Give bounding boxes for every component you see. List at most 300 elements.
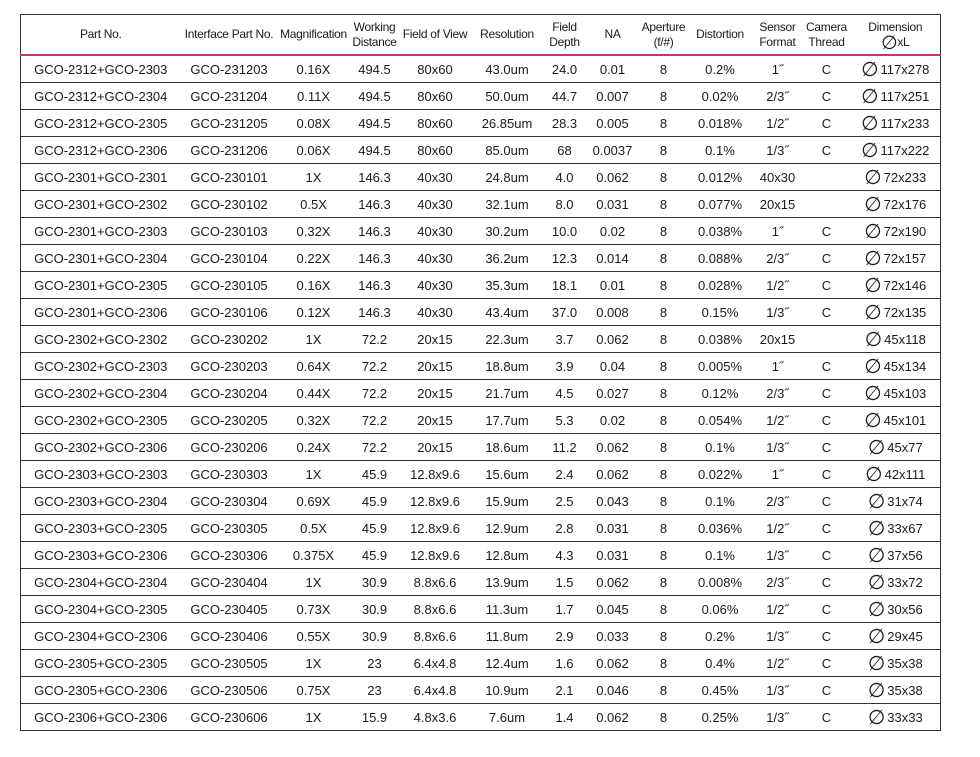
cell-part-no: GCO-2302+GCO-2302 [21, 326, 181, 353]
cell-field-of-view: 12.8x9.6 [400, 515, 471, 542]
cell-resolution: 36.2um [471, 245, 544, 272]
cell-interface-part-no: GCO-230104 [181, 245, 278, 272]
cell-aperture: 8 [640, 515, 688, 542]
cell-interface-part-no: GCO-230101 [181, 164, 278, 191]
cell-field-depth: 18.1 [544, 272, 586, 299]
cell-field-of-view: 6.4x4.8 [400, 650, 471, 677]
table-row [21, 623, 941, 650]
cell-dimension [851, 164, 941, 191]
cell-field-of-view: 40x30 [400, 299, 471, 326]
cell-distortion: 0.1% [688, 434, 753, 461]
cell-field-of-view: 20x15 [400, 326, 471, 353]
table-row [21, 191, 941, 218]
cell-field-depth: 2.1 [544, 677, 586, 704]
cell-na: 0.02 [586, 407, 640, 434]
cell-magnification: 1X [305, 709, 322, 725]
cell-na: 0.062 [586, 461, 640, 488]
cell-sensor-format: 1˝ [753, 55, 803, 83]
cell-distortion: 0.088% [688, 245, 753, 272]
dimension-value: 29x45 [887, 628, 923, 644]
cell-camera-thread: C [803, 569, 851, 596]
cell-na: 0.062 [586, 650, 640, 677]
dimension-value: 37x56 [887, 547, 923, 563]
cell-aperture: 8 [640, 191, 688, 218]
cell-interface-part-no: GCO-230505 [181, 650, 278, 677]
dimension-value: 35x38 [887, 682, 923, 698]
cell-aperture: 8 [640, 677, 688, 704]
cell-field-of-view: 20x15 [400, 380, 471, 407]
cell-na: 0.031 [586, 515, 640, 542]
cell-resolution: 18.6um [471, 434, 544, 461]
cell-distortion: 0.022% [688, 461, 753, 488]
cell-distortion: 0.25% [701, 709, 739, 725]
cell-distortion: 0.2% [688, 623, 753, 650]
cell-field-of-view: 40x30 [400, 218, 471, 245]
cell-interface-part-no: GCO-230205 [181, 407, 278, 434]
cell-camera-thread [803, 326, 851, 353]
cell-na: 0.043 [586, 488, 640, 515]
cell-resolution: 18.8um [471, 353, 544, 380]
cell-working-distance: 45.9 [350, 461, 400, 488]
cell-magnification: 0.55X [278, 623, 350, 650]
cell-resolution: 17.7um [471, 407, 544, 434]
header-camera-thread [803, 15, 851, 56]
cell-distortion: 0.12% [688, 380, 753, 407]
cell-distortion: 0.1% [688, 488, 753, 515]
cell-sensor-format: 1/2˝ [753, 407, 803, 434]
cell-dimension [851, 569, 941, 596]
dimension-value: 33x72 [887, 574, 923, 590]
cell-dimension [851, 55, 941, 83]
cell-dimension [851, 596, 941, 623]
cell-field-of-view: 40x30 [400, 272, 471, 299]
cell-field-depth: 2.9 [544, 623, 586, 650]
cell-field-depth: 44.7 [544, 83, 586, 110]
cell-magnification: 0.11X [278, 83, 350, 110]
diameter-icon: ∅ [861, 112, 879, 135]
table-row [21, 326, 941, 353]
cell-magnification: 0.375X [278, 542, 350, 569]
cell-camera-thread: C [803, 650, 851, 677]
table-body [21, 55, 941, 731]
cell-field-of-view: 40x30 [400, 164, 471, 191]
diameter-icon: ∅ [864, 274, 882, 297]
cell-magnification: 1X [278, 326, 350, 353]
cell-aperture: 8 [640, 434, 688, 461]
cell-na: 0.02 [586, 218, 640, 245]
cell-aperture: 8 [640, 542, 688, 569]
cell-distortion: 0.036% [688, 515, 753, 542]
header-label: Magnification [280, 27, 347, 41]
table-row [21, 137, 941, 164]
table-row [21, 704, 941, 731]
cell-magnification: 0.24X [278, 434, 350, 461]
cell-part-no: GCO-2312+GCO-2304 [21, 83, 181, 110]
cell-part-no: GCO-2302+GCO-2303 [21, 353, 181, 380]
cell-dimension [851, 299, 941, 326]
cell-part-no: GCO-2305+GCO-2306 [21, 677, 181, 704]
cell-camera-thread: C [803, 488, 851, 515]
cell-working-distance: 72.2 [350, 434, 400, 461]
table-row [21, 353, 941, 380]
table-row [21, 542, 941, 569]
cell-camera-thread: C [821, 709, 832, 725]
dimension-value: 72x176 [883, 196, 927, 212]
dimension-value: 45x134 [883, 358, 927, 374]
dimension-value: 45x103 [883, 385, 927, 401]
cell-sensor-format: 1˝ [753, 353, 803, 380]
cell-field-of-view: 4.8x3.6 [413, 709, 457, 725]
table-row [21, 677, 941, 704]
cell-aperture: 8 [640, 569, 688, 596]
cell-na: 0.062 [596, 709, 629, 725]
cell-distortion: 0.4% [688, 650, 753, 677]
cell-na: 0.01 [586, 272, 640, 299]
cell-working-distance: 72.2 [350, 380, 400, 407]
cell-sensor-format: 1/3˝ [753, 434, 803, 461]
cell-resolution: 21.7um [471, 380, 544, 407]
cell-camera-thread: C [803, 515, 851, 542]
cell-field-depth: 2.4 [544, 461, 586, 488]
cell-resolution: 11.8um [471, 623, 544, 650]
cell-aperture: 8 [640, 596, 688, 623]
cell-resolution: 12.9um [471, 515, 544, 542]
cell-sensor-format: 2/3˝ [753, 83, 803, 110]
cell-camera-thread: C [803, 218, 851, 245]
cell-dimension [851, 488, 941, 515]
cell-magnification: 0.32X [278, 407, 350, 434]
table-row [21, 83, 941, 110]
cell-field-of-view: 12.8x9.6 [400, 542, 471, 569]
header-label: Field of View [402, 27, 468, 41]
header-row [21, 15, 941, 56]
cell-distortion: 0.2% [688, 55, 753, 83]
cell-dimension [851, 272, 941, 299]
cell-field-depth: 3.7 [544, 326, 586, 353]
dimension-value: 117x222 [880, 142, 930, 158]
cell-na: 0.033 [586, 623, 640, 650]
cell-resolution: 11.3um [471, 596, 544, 623]
cell-working-distance: 23 [350, 650, 400, 677]
cell-interface-part-no: GCO-230106 [181, 299, 278, 326]
cell-aperture: 8 [640, 380, 688, 407]
cell-part-no: GCO-2312+GCO-2303 [21, 55, 181, 83]
cell-distortion: 0.028% [688, 272, 753, 299]
cell-na: 0.062 [586, 434, 640, 461]
cell-interface-part-no: GCO-230506 [181, 677, 278, 704]
cell-field-of-view: 80x60 [400, 55, 471, 83]
cell-dimension [851, 380, 941, 407]
cell-camera-thread: C [803, 407, 851, 434]
cell-sensor-format: 1˝ [753, 218, 803, 245]
cell-interface-part-no: GCO-230304 [181, 488, 278, 515]
dimension-value: 42x111 [884, 466, 926, 482]
dimension-value: 72x233 [883, 169, 927, 185]
cell-part-no: GCO-2303+GCO-2304 [21, 488, 181, 515]
cell-distortion: 0.038% [688, 326, 753, 353]
dimension-value: 72x146 [883, 277, 927, 293]
cell-aperture: 8 [640, 272, 688, 299]
cell-dimension [851, 245, 941, 272]
header-label: NA [604, 27, 621, 41]
diameter-icon: ∅ [864, 220, 882, 243]
cell-field-depth: 28.3 [544, 110, 586, 137]
cell-magnification: 0.12X [278, 299, 350, 326]
cell-camera-thread: C [803, 110, 851, 137]
table-row [21, 272, 941, 299]
diameter-icon: ∅ [867, 598, 886, 621]
table-row [21, 380, 941, 407]
cell-na: 0.062 [586, 569, 640, 596]
cell-field-depth: 2.5 [544, 488, 586, 515]
cell-field-of-view: 8.8x6.6 [400, 623, 471, 650]
header-distortion [688, 15, 753, 56]
cell-field-depth: 4.3 [544, 542, 586, 569]
diameter-icon: ∅ [864, 247, 882, 270]
cell-interface-part-no: GCO-230406 [181, 623, 278, 650]
cell-camera-thread: C [803, 461, 851, 488]
header-magnification [278, 15, 350, 56]
cell-sensor-format: 20x15 [753, 326, 803, 353]
cell-aperture: 8 [640, 137, 688, 164]
cell-field-of-view: 40x30 [400, 245, 471, 272]
dimension-value: 30x56 [887, 601, 923, 617]
header-label: Resolution [480, 27, 534, 41]
table-row [21, 569, 941, 596]
cell-field-depth: 1.4 [555, 709, 574, 725]
diameter-icon: ∅ [864, 301, 882, 324]
cell-resolution: 15.9um [471, 488, 544, 515]
header-part-no [21, 15, 181, 56]
table-row [21, 218, 941, 245]
cell-dimension [851, 326, 941, 353]
cell-resolution: 15.6um [471, 461, 544, 488]
dimension-value: 72x135 [883, 304, 927, 320]
cell-field-depth: 10.0 [544, 218, 586, 245]
cell-dimension [851, 623, 941, 650]
diameter-icon: ∅ [864, 409, 882, 432]
cell-part-no: GCO-2304+GCO-2304 [21, 569, 181, 596]
cell-working-distance: 494.5 [350, 83, 400, 110]
table-row [21, 407, 941, 434]
header-label-line2: Thread [808, 34, 845, 49]
cell-field-of-view: 20x15 [400, 407, 471, 434]
diameter-icon: ∅ [861, 85, 879, 108]
cell-magnification: 0.06X [278, 137, 350, 164]
dimension-value: 117x233 [880, 115, 930, 131]
cell-part-no: GCO-2301+GCO-2303 [21, 218, 181, 245]
diameter-icon: ∅ [867, 517, 886, 540]
diameter-icon: ∅ [867, 571, 886, 594]
cell-resolution: 32.1um [471, 191, 544, 218]
table-row [21, 245, 941, 272]
cell-field-of-view: 12.8x9.6 [400, 488, 471, 515]
cell-distortion: 0.008% [688, 569, 753, 596]
cell-field-depth: 24.0 [544, 55, 586, 83]
cell-interface-part-no: GCO-231204 [181, 83, 278, 110]
cell-sensor-format: 1/3˝ [753, 677, 803, 704]
cell-field-of-view: 20x15 [400, 353, 471, 380]
cell-interface-part-no: GCO-230306 [181, 542, 278, 569]
cell-field-depth: 1.6 [544, 650, 586, 677]
cell-working-distance: 72.2 [350, 407, 400, 434]
cell-camera-thread: C [803, 299, 851, 326]
cell-dimension [851, 407, 941, 434]
cell-part-no: GCO-2305+GCO-2305 [21, 650, 181, 677]
cell-magnification: 0.69X [278, 488, 350, 515]
cell-sensor-format: 2/3˝ [753, 488, 803, 515]
cell-magnification: 0.64X [278, 353, 350, 380]
cell-magnification: 0.73X [278, 596, 350, 623]
diameter-icon: ∅ [867, 652, 886, 675]
table-row [21, 110, 941, 137]
dimension-value: 33x67 [887, 520, 923, 536]
cell-magnification: 0.22X [278, 245, 350, 272]
cell-part-no: GCO-2304+GCO-2306 [21, 623, 181, 650]
header-label: Part No. [79, 27, 122, 41]
cell-interface-part-no: GCO-230202 [181, 326, 278, 353]
cell-distortion: 0.1% [688, 542, 753, 569]
cell-distortion: 0.005% [688, 353, 753, 380]
cell-working-distance: 494.5 [350, 110, 400, 137]
cell-na: 0.031 [586, 542, 640, 569]
dimension-value: 33x33 [887, 709, 923, 725]
cell-camera-thread [803, 191, 851, 218]
dimension-value: 31x74 [887, 493, 923, 509]
cell-camera-thread: C [803, 83, 851, 110]
cell-field-depth: 11.2 [544, 434, 586, 461]
cell-na: 0.014 [586, 245, 640, 272]
cell-magnification: 0.5X [278, 191, 350, 218]
cell-magnification: 1X [278, 650, 350, 677]
cell-interface-part-no: GCO-230105 [181, 272, 278, 299]
header-resolution [471, 15, 544, 56]
cell-field-depth: 12.3 [544, 245, 586, 272]
cell-aperture: 8 [659, 709, 668, 725]
cell-interface-part-no: GCO-230405 [181, 596, 278, 623]
cell-resolution: 22.3um [471, 326, 544, 353]
diameter-icon: ∅ [861, 139, 879, 162]
cell-dimension [851, 461, 941, 488]
cell-aperture: 8 [640, 83, 688, 110]
cell-camera-thread: C [803, 380, 851, 407]
cell-working-distance: 146.3 [350, 245, 400, 272]
table-row [21, 488, 941, 515]
cell-distortion: 0.45% [688, 677, 753, 704]
cell-na: 0.046 [586, 677, 640, 704]
cell-part-no: GCO-2312+GCO-2305 [21, 110, 181, 137]
cell-resolution: 30.2um [471, 218, 544, 245]
cell-interface-part-no: GCO-230203 [181, 353, 278, 380]
cell-part-no: GCO-2303+GCO-2306 [21, 542, 181, 569]
table-row [21, 515, 941, 542]
cell-dimension [851, 677, 941, 704]
cell-interface-part-no: GCO-230305 [181, 515, 278, 542]
diameter-icon: ∅ [867, 625, 886, 648]
cell-working-distance: 72.2 [350, 326, 400, 353]
diameter-icon: ∅ [881, 32, 898, 54]
cell-sensor-format: 1˝ [753, 461, 803, 488]
cell-distortion: 0.038% [688, 218, 753, 245]
cell-aperture: 8 [640, 326, 688, 353]
header-field-of-view [400, 15, 471, 56]
cell-na: 0.062 [586, 164, 640, 191]
cell-field-depth: 37.0 [544, 299, 586, 326]
cell-magnification: 0.08X [278, 110, 350, 137]
cell-interface-part-no: GCO-231206 [181, 137, 278, 164]
cell-aperture: 8 [640, 218, 688, 245]
cell-working-distance: 30.9 [350, 569, 400, 596]
header-field-depth [544, 15, 586, 56]
cell-camera-thread: C [803, 542, 851, 569]
cell-interface-part-no: GCO-230404 [181, 569, 278, 596]
header-label-line2: Depth [549, 34, 580, 49]
cell-working-distance: 45.9 [350, 542, 400, 569]
cell-interface-part-no: GCO-230606 [190, 709, 268, 725]
cell-field-of-view: 80x60 [400, 83, 471, 110]
cell-interface-part-no: GCO-230204 [181, 380, 278, 407]
cell-sensor-format: 1/2˝ [753, 110, 803, 137]
header-label-line2: (f/#) [653, 34, 674, 49]
cell-aperture: 8 [640, 488, 688, 515]
cell-part-no: GCO-2312+GCO-2306 [21, 137, 181, 164]
cell-working-distance: 494.5 [350, 55, 400, 83]
cell-distortion: 0.1% [688, 137, 753, 164]
cell-working-distance: 30.9 [350, 623, 400, 650]
cell-field-of-view: 20x15 [400, 434, 471, 461]
header-label: Working [353, 19, 396, 34]
cell-sensor-format: 1/3˝ [766, 709, 789, 725]
table-row [21, 650, 941, 677]
cell-sensor-format: 2/3˝ [753, 380, 803, 407]
cell-sensor-format: 1/3˝ [753, 137, 803, 164]
header-label: Interface Part No. [184, 27, 274, 41]
dimension-value: 35x38 [887, 655, 923, 671]
cell-camera-thread: C [803, 623, 851, 650]
cell-part-no: GCO-2302+GCO-2305 [21, 407, 181, 434]
cell-magnification: 1X [278, 569, 350, 596]
cell-part-no: GCO-2303+GCO-2305 [21, 515, 181, 542]
cell-aperture: 8 [640, 461, 688, 488]
cell-interface-part-no: GCO-231203 [181, 55, 278, 83]
cell-field-depth: 2.8 [544, 515, 586, 542]
cell-resolution: 12.4um [471, 650, 544, 677]
cell-aperture: 8 [640, 623, 688, 650]
dimension-value: 117x251 [880, 88, 930, 104]
header-interface-part-no [181, 15, 278, 56]
cell-camera-thread [803, 164, 851, 191]
cell-aperture: 8 [640, 164, 688, 191]
cell-working-distance: 45.9 [350, 488, 400, 515]
cell-interface-part-no: GCO-230102 [181, 191, 278, 218]
cell-na: 0.007 [586, 83, 640, 110]
cell-camera-thread: C [803, 137, 851, 164]
cell-working-distance: 15.9 [361, 709, 388, 725]
diameter-icon: ∅ [864, 193, 882, 216]
diameter-icon: ∅ [864, 382, 882, 405]
cell-resolution: 26.85um [471, 110, 544, 137]
cell-interface-part-no: GCO-230303 [181, 461, 278, 488]
cell-distortion: 0.012% [688, 164, 753, 191]
cell-na: 0.005 [586, 110, 640, 137]
cell-working-distance: 146.3 [350, 218, 400, 245]
header-label: Camera [806, 19, 847, 34]
cell-distortion: 0.018% [688, 110, 753, 137]
diameter-icon: ∅ [865, 463, 883, 486]
diameter-icon: ∅ [867, 490, 886, 513]
cell-aperture: 8 [640, 299, 688, 326]
cell-aperture: 8 [640, 650, 688, 677]
